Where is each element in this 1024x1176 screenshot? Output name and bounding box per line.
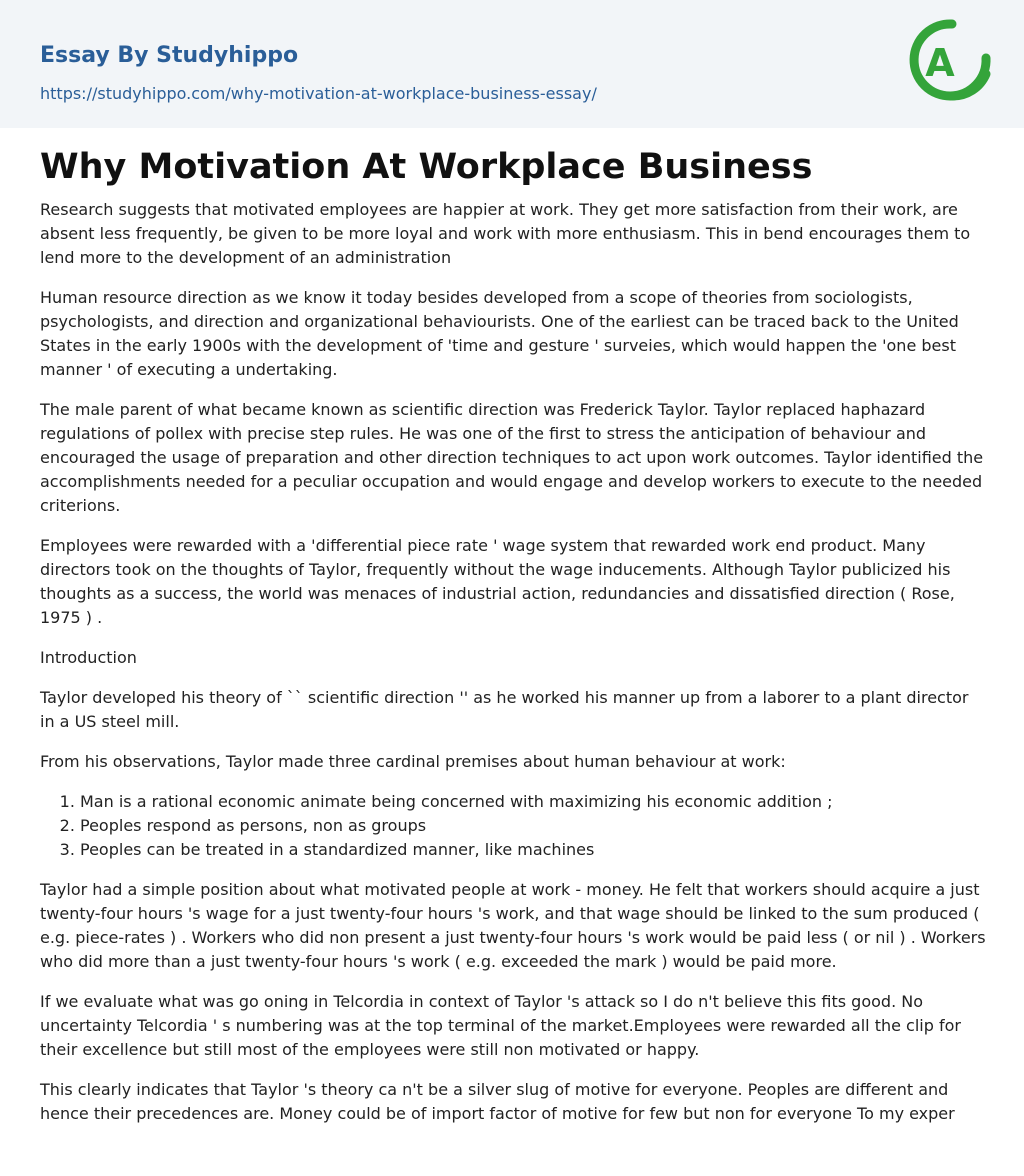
premises-list xyxy=(40,790,986,862)
paragraph: Taylor developed his theory of `` scientific direction '' as he worked his manner up from a laborer to a plant director in a US steel mill. xyxy=(40,688,969,731)
paragraph: From his observations, Taylor made three cardinal premises about human behaviour at work: xyxy=(40,752,786,771)
paragraph: The male parent of what became known as scientific direction was Frederick Taylor. Taylor replaced haphazard regulations of pollex with precise step rules. He was one of the first to stress the anticipation of behaviour and encouraged the usage of preparation and other direction techniques to act upon work outcomes. Taylor identified the accomplishments needed for a peculiar occupation and would engage and develop workers to execute to the needed criterions. xyxy=(40,400,984,515)
list-item: 1. Man is a rational economic animate being concerned with maximizing his economic addition ; xyxy=(80,790,986,814)
paragraph: Research suggests that motivated employees are happier at work. They get more satisfaction from their work, are absent less frequently, be given to be more loyal and work with more enthusiasm. This in bend encourages them to lend more to the development of an administration xyxy=(40,200,971,267)
paragraph: If we evaluate what was go oning in Telcordia in context of Taylor 's attack so I do n't believe this fits good. No uncertainty Telcordia ' s numbering was at the top terminal of the market.Employees were rewarded all the clip for their excellence but still most of the employees were still non motivated or happy. xyxy=(40,992,961,1059)
brand-title[interactable]: Essay By Studyhippo xyxy=(40,43,299,68)
list-item: 3. Peoples can be treated in a standardized manner, like machines xyxy=(80,838,986,862)
studyhippo-logo-icon[interactable] xyxy=(906,14,994,110)
logo-letter: A xyxy=(925,41,955,85)
article-title: Why Motivation At Workplace Business xyxy=(40,147,813,187)
paragraph: Human resource direction as we know it today besides developed from a scope of theories from sociologists, psychologists, and direction and organizational behaviourists. One of the earliest can be traced back to the United States in the early 1900s with the development of 'time and gesture ' surveies, which would happen the 'one best manner ' of executing a undertaking. xyxy=(40,288,959,379)
essay-url-link[interactable]: https://studyhippo.com/why-motivation-at-workplace-business-essay/ xyxy=(40,84,597,103)
paragraph: Employees were rewarded with a 'differential piece rate ' wage system that rewarded work end product. Many directors took on the thoughts of Taylor, frequently without the wage inducements. Although Taylor publicized his thoughts as a success, the world was menaces of industrial action, redundancies and dissatisfied direction ( Rose, 1975 ) . xyxy=(40,536,955,627)
section-heading: Introduction xyxy=(40,648,137,667)
site-header xyxy=(0,0,1024,128)
paragraph: This clearly indicates that Taylor 's theory ca n't be a silver slug of motive for everyone. Peoples are different and hence their precedences are. Money could be of import factor of motive for few but non for everyone To my exper xyxy=(40,1080,955,1123)
logo-ring-right xyxy=(952,74,986,96)
paragraph: Taylor had a simple position about what motivated people at work - money. He felt that workers should acquire a just twenty-four hours 's wage for a just twenty-four hours 's work, and that wage should be linked to the sum produced ( e.g. piece-rates ) . Workers who did non present a just twenty-four hours 's work would be paid less ( or nil ) . Workers who did more than a just twenty-four hours 's work ( e.g. exceeded the mark ) would be paid more. xyxy=(40,880,986,971)
list-item: 2. Peoples respond as persons, non as groups xyxy=(80,814,986,838)
article-body xyxy=(40,140,986,1142)
